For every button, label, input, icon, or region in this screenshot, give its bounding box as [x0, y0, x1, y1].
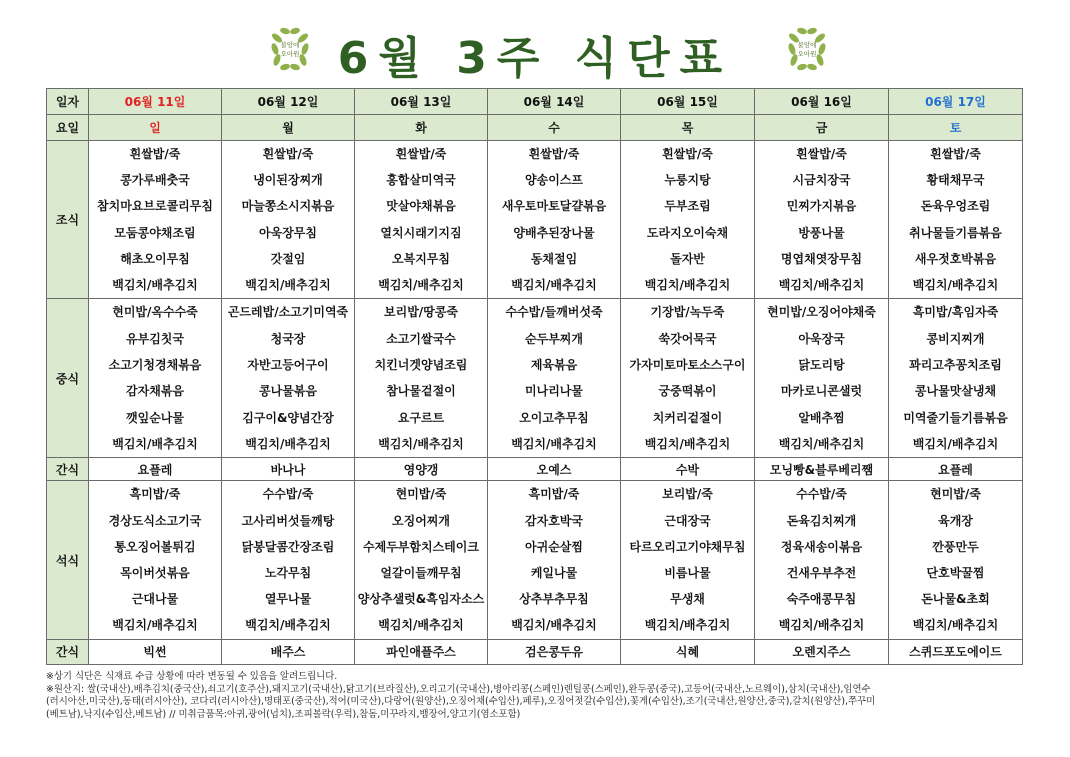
menu-item: 노각무침: [264, 566, 312, 581]
menu-item: 김구이&양념간장: [242, 410, 334, 425]
menu-item: 백김치/배추김치: [378, 437, 464, 452]
menu-item: 치커리겉절이: [652, 410, 723, 425]
menu-item: 돈육우엉조림: [920, 199, 991, 214]
menu-item: 현미밥/옥수수죽: [112, 305, 198, 320]
menu-item: 민찌가지볶음: [786, 199, 857, 214]
menu-item: 백김치/배추김치: [511, 277, 597, 292]
menu-item: 깻잎순나물: [126, 410, 184, 425]
menu-item: 알배추찜: [798, 410, 845, 425]
dinner-row: [47, 481, 1023, 639]
menu-item: 닭도리탕: [798, 357, 845, 372]
menu-item: 흰쌀밥/죽: [528, 147, 580, 161]
menu-item: 미나리나물: [525, 384, 583, 399]
menu-item: 모둠콩야채조림: [114, 225, 196, 240]
menu-item: 흑미밥/죽: [129, 487, 181, 502]
menu-item: 흰쌀밥/죽: [662, 147, 713, 161]
snack-label: 간식: [47, 458, 89, 481]
origin-line: ※원산지: 쌀(국내산),배추김치(중국산),쇠고기(호주산),돼지고기(국내산),닭고기(브라질산),오리고기(국내산),병아리콩(스페인)렌틸콩(스페인),완두콩(중국),고등어(국내산,노르웨이),삼치(국내산),임연수: [46, 683, 871, 695]
menu-item: 목이버섯볶음: [120, 566, 190, 581]
menu-item: 흰쌀밥/죽: [796, 147, 847, 161]
svg-text:오아원: 오아원: [797, 50, 817, 58]
menu-item: 비름나물: [664, 566, 711, 581]
page-title: 6월 3주 식단표: [337, 33, 733, 84]
menu-item: 숙주애콩무침: [786, 592, 857, 607]
meal-cell: [755, 299, 889, 458]
menu-item: 순두부찌개: [525, 331, 583, 346]
menu-item: 돌자반: [670, 251, 705, 266]
menu-item: 통오징어볼튀김: [114, 539, 196, 554]
menu-item: 취나물들기름볶음: [909, 225, 1002, 240]
menu-item: 시금치장국: [792, 173, 851, 188]
menu-item: 누룽지탕: [664, 173, 711, 188]
snack2-row: [47, 639, 1023, 664]
menu-item: 현미밥/죽: [395, 487, 447, 502]
day-cell: 월: [222, 115, 355, 141]
menu-item: 청국장: [270, 331, 306, 346]
menu-item: 마카로니콘샐럿: [780, 384, 863, 399]
menu-item: 백김치/배추김치: [245, 437, 331, 452]
date-cell: 06월 11일: [89, 89, 222, 115]
menu-item: 열치시래기지짐: [380, 225, 462, 240]
menu-item: 흑미밥/흑임자죽: [912, 305, 999, 320]
menu-item: 백김치/배추김치: [778, 437, 865, 452]
day-cell: 금: [755, 115, 889, 141]
menu-item: 육개장: [938, 513, 973, 528]
menu-item: 무생채: [670, 592, 705, 607]
snack-cell: 영양갱: [355, 458, 488, 481]
menu-item: 백김치/배추김치: [112, 618, 198, 633]
menu-item: 동채절임: [530, 251, 578, 266]
menu-item: 깐풍만두: [932, 539, 979, 554]
snack-cell: 요플레: [89, 458, 222, 481]
snack-row: [47, 458, 1023, 481]
menu-item: 가자미토마토소스구이: [629, 357, 746, 372]
menu-item: 백김치/배추김치: [778, 277, 865, 292]
menu-item: 백김치/배추김치: [378, 277, 464, 292]
menu-item: 새우토마토달걀볶음: [501, 199, 607, 214]
menu-item: 두부조림: [664, 199, 711, 214]
menu-item: 상추부추무침: [519, 592, 589, 607]
meal-cell: [488, 481, 621, 639]
menu-item: 유부김칫국: [126, 331, 184, 346]
menu-item: 소고기쌀국수: [386, 331, 456, 346]
menu-item: 방풍나물: [798, 225, 845, 240]
menu-item: 제육볶음: [530, 357, 578, 372]
menu-item: 백김치/배추김치: [511, 618, 597, 633]
menu-item: 궁중떡볶이: [658, 384, 717, 399]
day-cell: 목: [621, 115, 755, 141]
date-row: [47, 89, 1023, 115]
menu-item: 아귀순살찜: [525, 539, 583, 554]
snack-cell: 모닝빵&블루베리쨈: [755, 458, 889, 481]
meal-cell: [488, 141, 621, 299]
lunch-label: 중식: [47, 299, 89, 458]
snack-cell: 빅썬: [89, 639, 222, 664]
menu-item: 열무나물: [264, 592, 312, 607]
menu-item: 냉이된장찌개: [253, 173, 323, 188]
menu-item: 양배추된장나물: [513, 225, 595, 240]
menu-item: 백김치/배추김치: [644, 618, 731, 633]
menu-item: 오복지무침: [392, 251, 450, 266]
meal-cell: [889, 299, 1023, 458]
date-label: 일자: [47, 89, 89, 115]
menu-item: 참치마요브로콜리무침: [97, 199, 213, 214]
day-cell: 일: [89, 115, 222, 141]
menu-item: 양상추샐럿&흑임자소스: [357, 592, 485, 607]
snack-cell: 식혜: [621, 639, 755, 664]
footnotes: [46, 671, 1026, 721]
menu-item: 흰쌀밥/죽: [262, 147, 314, 161]
day-cell: 토: [889, 115, 1023, 141]
snack-cell: 배주스: [222, 639, 355, 664]
menu-item: 감자채볶음: [126, 384, 184, 399]
date-cell: 06월 15일: [621, 89, 755, 115]
svg-text:불암에: 불암에: [797, 41, 817, 49]
menu-item: 돈나물&초회: [921, 592, 990, 607]
meal-cell: [222, 141, 355, 299]
menu-item: 백김치/배추김치: [644, 277, 731, 292]
snack-cell: 요플레: [889, 458, 1023, 481]
menu-item: 흑미밥/죽: [528, 487, 580, 502]
menu-item: 백김치/배추김치: [378, 618, 464, 633]
origin-line: (베트남),낙지(수입산,베트남) // 미취급품목:아귀,광어(넙치),조피볼락(우럭),참돔,미꾸라지,뱀장어,양고기(염소포함): [46, 708, 521, 720]
date-cell: 06월 17일: [889, 89, 1023, 115]
meal-cell: [889, 481, 1023, 639]
menu-item: 콩가루배춧국: [120, 173, 190, 188]
menu-item: 맛살야채볶음: [386, 199, 456, 214]
svg-text:불암에: 불암에: [280, 41, 300, 49]
menu-item: 정육새송이볶음: [780, 539, 863, 554]
meal-plan-table: [46, 88, 1023, 665]
menu-item: 백김치/배추김치: [112, 277, 198, 292]
dinner-label: 석식: [47, 481, 89, 639]
menu-item: 오이고추무침: [519, 410, 589, 425]
menu-item: 보리밥/땅콩죽: [384, 305, 458, 320]
menu-item: 수제두부함치스테이크: [363, 539, 479, 554]
menu-item: 콩나물맛살냉채: [914, 384, 997, 399]
menu-item: 보리밥/죽: [662, 487, 713, 502]
menu-item: 새우젓호박볶음: [914, 251, 997, 266]
menu-item: 수수밥/들깨버섯죽: [505, 305, 603, 320]
meal-cell: [222, 481, 355, 639]
menu-item: 백김치/배추김치: [644, 437, 731, 452]
menu-item: 수수밥/죽: [796, 487, 847, 502]
menu-item: 꽈리고추꽁치조림: [909, 357, 1002, 372]
meal-cell: [89, 299, 222, 458]
snack-cell: 오렌지주스: [755, 639, 889, 664]
breakfast-label: 조식: [47, 141, 89, 299]
date-cell: 06월 12일: [222, 89, 355, 115]
day-label: 요일: [47, 115, 89, 141]
menu-item: 백김치/배추김치: [245, 618, 331, 633]
snack-cell: 오예스: [488, 458, 621, 481]
menu-item: 근대장국: [664, 513, 711, 528]
meal-cell: [755, 141, 889, 299]
snack-cell: 스퀴드포도에이드: [889, 639, 1023, 664]
meal-cell: [222, 299, 355, 458]
menu-item: 치킨너겟양념조림: [374, 357, 468, 372]
origin-line: (러시아산,미국산),동태(러시아산), 코다리(러시아산),명태포(중국산),적어(미국산),다랑어(원양산),오징어채(수입산),페루),오징어젓갈(수입산),꽃게(수입산),조기(국내산,원양산,중국),갈치(원양산),쭈꾸미: [46, 696, 876, 708]
meal-cell: [89, 481, 222, 639]
menu-item: 현미밥/오징어야채죽: [767, 305, 876, 320]
menu-item: 케일나물: [530, 566, 578, 581]
day-cell: 수: [488, 115, 621, 141]
menu-item: 근대나물: [131, 592, 179, 607]
notice-line: ※상기 식단은 식재료 수급 상황에 따라 변동될 수 있음을 알려드립니다.: [46, 671, 338, 682]
wreath-logo-icon: [782, 24, 832, 74]
snack-cell: 파인애플주스: [355, 639, 488, 664]
menu-item: 백김치/배추김치: [778, 618, 865, 633]
menu-item: 수수밥/죽: [262, 487, 314, 502]
menu-item: 미역줄기들기름볶음: [903, 410, 1008, 425]
menu-item: 쑥갓어묵국: [658, 331, 717, 346]
menu-item: 참나물겉절이: [386, 384, 456, 399]
menu-item: 백김치/배추김치: [912, 618, 999, 633]
date-cell: 06월 16일: [755, 89, 889, 115]
snack-cell: 검은콩두유: [488, 639, 621, 664]
menu-item: 백김치/배추김치: [912, 437, 999, 452]
snack-cell: 바나나: [222, 458, 355, 481]
menu-item: 건새우부추전: [786, 566, 857, 581]
menu-item: 백김치/배추김치: [912, 277, 999, 292]
day-row: [47, 115, 1023, 141]
menu-item: 단호박꿀찜: [926, 566, 985, 581]
svg-text:오아원: 오아원: [280, 50, 300, 58]
menu-item: 닭봉달콤간장조림: [241, 539, 335, 554]
menu-item: 백김치/배추김치: [112, 437, 198, 452]
menu-item: 양송이스프: [525, 173, 583, 188]
day-cell: 화: [355, 115, 488, 141]
menu-item: 기장밥/녹두죽: [650, 305, 725, 320]
date-cell: 06월 14일: [488, 89, 621, 115]
menu-item: 백김치/배추김치: [245, 277, 331, 292]
menu-item: 경상도식소고기국: [108, 513, 202, 528]
breakfast-row: [47, 141, 1023, 299]
menu-item: 감자호박국: [525, 513, 583, 528]
menu-item: 콩나물볶음: [259, 384, 317, 399]
menu-item: 자반고등어구이: [247, 357, 329, 372]
menu-item: 해초오이무침: [120, 251, 190, 266]
menu-item: 흰쌀밥/죽: [395, 147, 447, 161]
menu-item: 명엽채엿장무침: [780, 251, 863, 266]
lunch-row: [47, 299, 1023, 458]
menu-item: 현미밥/죽: [930, 487, 981, 502]
meal-cell: [355, 141, 488, 299]
menu-item: 도라지오이숙채: [646, 225, 729, 240]
meal-cell: [755, 481, 889, 639]
menu-item: 콩비지찌개: [926, 331, 985, 346]
title-area: [0, 0, 1070, 86]
menu-item: 갓절임: [270, 251, 306, 266]
menu-item: 타르오리고기야채무침: [629, 539, 746, 554]
menu-item: 소고기청경채볶음: [108, 357, 202, 372]
meal-cell: [89, 141, 222, 299]
menu-item: 요구르트: [397, 410, 445, 425]
snack-cell: 수박: [621, 458, 755, 481]
meal-cell: [889, 141, 1023, 299]
menu-item: 흰쌀밥/죽: [930, 147, 981, 161]
menu-item: 홍합살미역국: [386, 173, 456, 188]
menu-item: 백김치/배추김치: [511, 437, 597, 452]
menu-item: 오징어찌개: [392, 513, 450, 528]
menu-item: 마늘쫑소시지볶음: [241, 199, 335, 214]
meal-cell: [621, 481, 755, 639]
menu-item: 아욱장국: [798, 331, 845, 346]
date-cell: 06월 13일: [355, 89, 488, 115]
menu-item: 황태채무국: [926, 173, 985, 188]
menu-item: 곤드레밥/소고기미역죽: [227, 305, 349, 320]
meal-cell: [488, 299, 621, 458]
menu-item: 흰쌀밥/죽: [129, 147, 181, 161]
menu-item: 얼갈이들깨무침: [380, 566, 462, 581]
menu-item: 돈육김치찌개: [786, 513, 857, 528]
meal-cell: [621, 299, 755, 458]
meal-cell: [355, 299, 488, 458]
snack2-label: 간식: [47, 639, 89, 664]
menu-item: 아욱장무침: [259, 225, 317, 240]
menu-item: 고사리버섯들깨탕: [241, 513, 335, 528]
meal-cell: [355, 481, 488, 639]
meal-cell: [621, 141, 755, 299]
